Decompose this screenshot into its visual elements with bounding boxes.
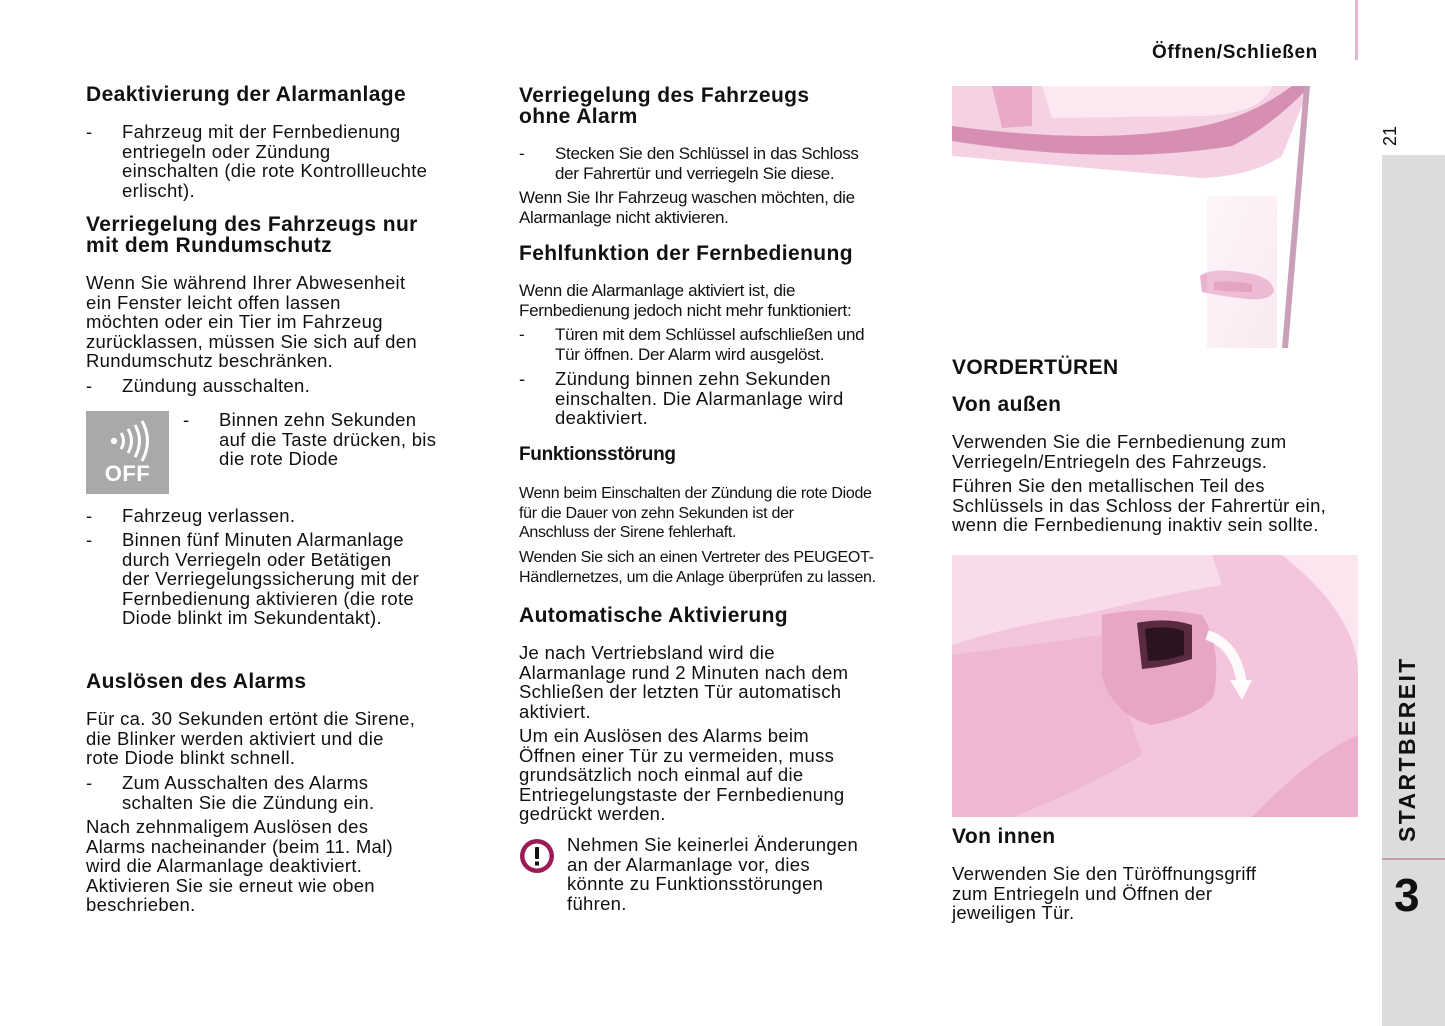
- paragraph: Wenden Sie sich an einen Vertreter des PEUGEOT- Händlernetzes, um die Anlage überprüfen zu lassen.: [519, 549, 876, 586]
- off-button-icon: [86, 411, 169, 494]
- heading-deactivation: Deaktivierung der Alarmanlage: [86, 83, 407, 106]
- door-exterior-illustration: [952, 86, 1352, 348]
- heading-remote-malfunction: Fehlfunktion der Fernbedienung: [519, 242, 853, 265]
- heading-alarm-trigger: Auslösen des Alarms: [86, 670, 307, 693]
- heading-malfunction: Funktionsstörung: [519, 444, 676, 465]
- paragraph: Wenn Sie während Ihrer Abwesenheit ein Fenster leicht offen lassen möchten oder ein Tier im Fahrzeug zurücklassen, müssen Sie sich auf den Rundumschutz beschränken.: [86, 272, 417, 371]
- heading-from-outside: Von außen: [952, 393, 1062, 416]
- paragraph: Nach zehnmaligem Auslösen des Alarms nacheinander (beim 11. Mal) wird die Alarmanlage deaktiviert. Aktivieren Sie sie erneut wie oben beschrieben.: [86, 816, 394, 915]
- paragraph: Wenn beim Einschalten der Zündung die rote Diode für die Dauer von zehn Sekunden ist der Anschluss der Sirene fehlerhaft.: [519, 485, 872, 541]
- paragraph: Führen Sie den metallischen Teil des Schlüssels in das Schloss der Fahrertür ein, wenn die Fernbedienung inaktiv sein sollte.: [952, 475, 1327, 535]
- paragraph: Um ein Auslösen des Alarms beim Öffnen einer Tür zu vermeiden, muss grundsätzlich noch einmal auf die Entriegelungstaste der Fernbedienung gedrückt werden.: [519, 725, 845, 824]
- paragraph: Wenn Sie Ihr Fahrzeug waschen möchten, die Alarmanlage nicht aktivieren.: [519, 188, 855, 227]
- door-interior-illustration: [952, 555, 1358, 817]
- off-label: OFF: [104, 461, 151, 486]
- chapter-number: 3: [1394, 869, 1420, 921]
- paragraph: Für ca. 30 Sekunden ertönt die Sirene, die Blinker werden aktiviert und die rote Diode blinkt schnell.: [86, 708, 416, 768]
- warning-text: Nehmen Sie keinerlei Änderungen an der Alarmanlage vor, dies könnte zu Funktionsstörungen führen.: [567, 834, 859, 914]
- paragraph: Wenn die Alarmanlage aktiviert ist, die Fernbedienung jedoch nicht mehr funktioniert:: [519, 281, 852, 320]
- heading-from-inside: Von innen: [952, 825, 1056, 848]
- chapter-divider: [1382, 858, 1445, 860]
- paragraph: Je nach Vertriebsland wird die Alarmanlage rund 2 Minuten nach dem Schließen der letzten Tür automatisch aktiviert.: [519, 642, 849, 722]
- header-rule: [1355, 0, 1358, 60]
- heading-automatic-activation: Automatische Aktivierung: [519, 604, 789, 627]
- paragraph: Verwenden Sie die Fernbedienung zum Verriegeln/Entriegeln des Fahrzeugs.: [952, 431, 1287, 472]
- chapter-label: STARTBEREIT: [1394, 656, 1420, 842]
- heading-front-doors: VORDERTÜREN: [952, 356, 1119, 379]
- heading-lock-without-alarm: Verriegelung des Fahrzeugs ohne Alarm: [519, 84, 810, 128]
- heading-perimeter-protection: Verriegelung des Fahrzeugs nur mit dem Rundumschutz: [86, 213, 418, 257]
- section-title: Öffnen/Schließen: [1152, 42, 1318, 63]
- paragraph: Verwenden Sie den Türöffnungsgriff zum Entriegeln und Öffnen der jeweiligen Tür.: [952, 863, 1257, 923]
- page-number: 21: [1380, 125, 1400, 146]
- warning-icon: [519, 838, 555, 874]
